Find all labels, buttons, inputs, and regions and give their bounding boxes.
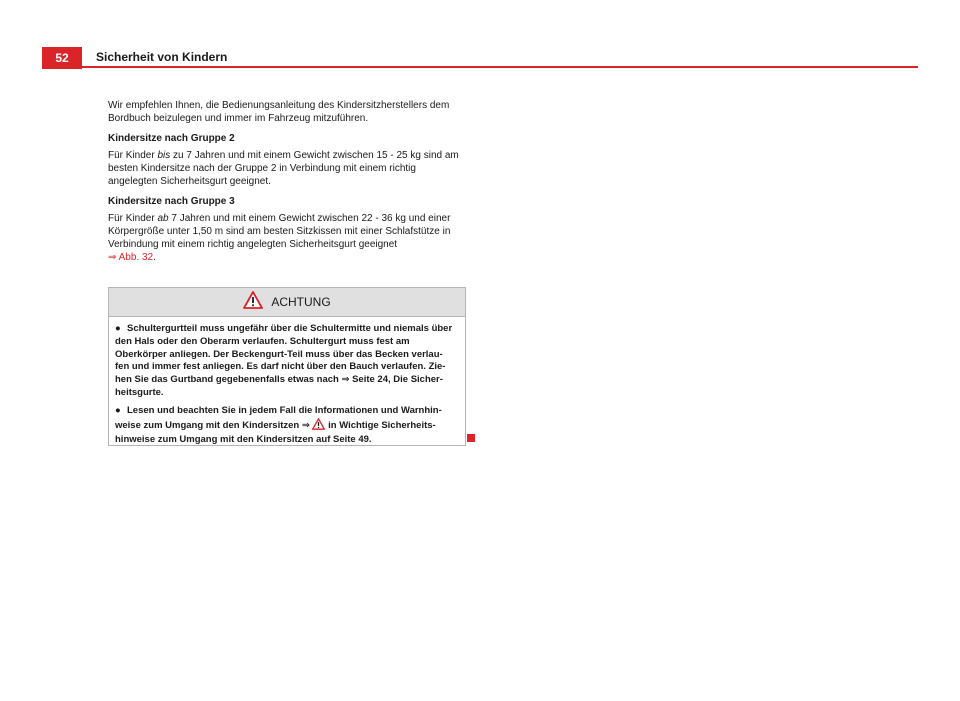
page-number: 52	[42, 47, 82, 69]
warning-triangle-icon	[243, 291, 263, 314]
group3-paragraph	[108, 212, 468, 264]
warning-item	[115, 323, 459, 400]
warning-box	[108, 287, 466, 446]
bullet-icon: ●	[115, 323, 121, 334]
chapter-title: Sicherheit von Kindern	[96, 50, 228, 64]
warning-triangle-icon[interactable]	[312, 418, 325, 435]
group2-text-before: Für Kinder	[108, 150, 158, 161]
group3-heading: Kindersitze nach Gruppe 3	[108, 196, 235, 207]
group2-text-after: zu 7 Jahren und mit einem Gewicht zwischen 15 - 25 kg sind am besten Kindersitze nach der Gruppe 2 in Verbindung mit einem richtig angelegten Sicherheitsgurt geeignet.	[108, 150, 459, 187]
group3-emphasis: ab	[157, 213, 169, 224]
warning-item-text-after: in Wichtige Sicherheits- hinweise zum Umgang mit den Kindersitzen auf Seite 49.	[115, 419, 436, 446]
group3-text-before: Für Kinder	[108, 213, 158, 224]
warning-item	[115, 405, 459, 447]
bullet-icon: ●	[115, 404, 121, 416]
warning-item-text: Schultergurtteil muss ungefähr über die Schultermitte und niemals über den Hals oder den Oberarm verlaufen. Schultergurt muss fest am Oberkörper anliegen. Der Beckengurt-Teil muss über das Becken verlau- fen und immer fest anliegen. Es darf nicht über den Bauch verlaufen. Zie- hen Sie das Gurtband gegebenenfalls etwas nach ⇒ Seite 24, Die Sicher- heitsgurte.	[115, 323, 453, 398]
end-of-section-marker	[467, 434, 475, 442]
body-text	[108, 99, 468, 271]
figure-reference-link[interactable]: ⇒ Abb. 32	[108, 252, 154, 263]
warning-title: ACHTUNG	[271, 295, 331, 309]
group2-heading: Kindersitze nach Gruppe 2	[108, 133, 235, 144]
warning-content	[109, 317, 465, 447]
group3-text-after: 7 Jahren und mit einem Gewicht zwischen 22 - 36 kg und einer Körpergröße unter 1,50 m sind am besten Sitzkissen mit einer Schlafstütze in Verbindung mit einem richtig angelegten Sicherheitsgurt geeignet	[108, 213, 451, 250]
warning-header	[109, 288, 465, 317]
header-divider	[82, 66, 918, 68]
warning-item-text-before: Lesen und beachten Sie in jedem Fall die Informationen und Warnhin- weise zum Umgang mit den Kindersitzen ⇒	[115, 404, 442, 431]
intro-paragraph: Wir empfehlen Ihnen, die Bedienungsanleitung des Kindersitzherstellers dem Bordbuch beizulegen und immer im Fahrzeug mitzuführen.	[108, 100, 450, 124]
group2-paragraph	[108, 149, 468, 188]
group2-emphasis: bis	[157, 150, 171, 161]
group3-end: .	[153, 252, 156, 263]
